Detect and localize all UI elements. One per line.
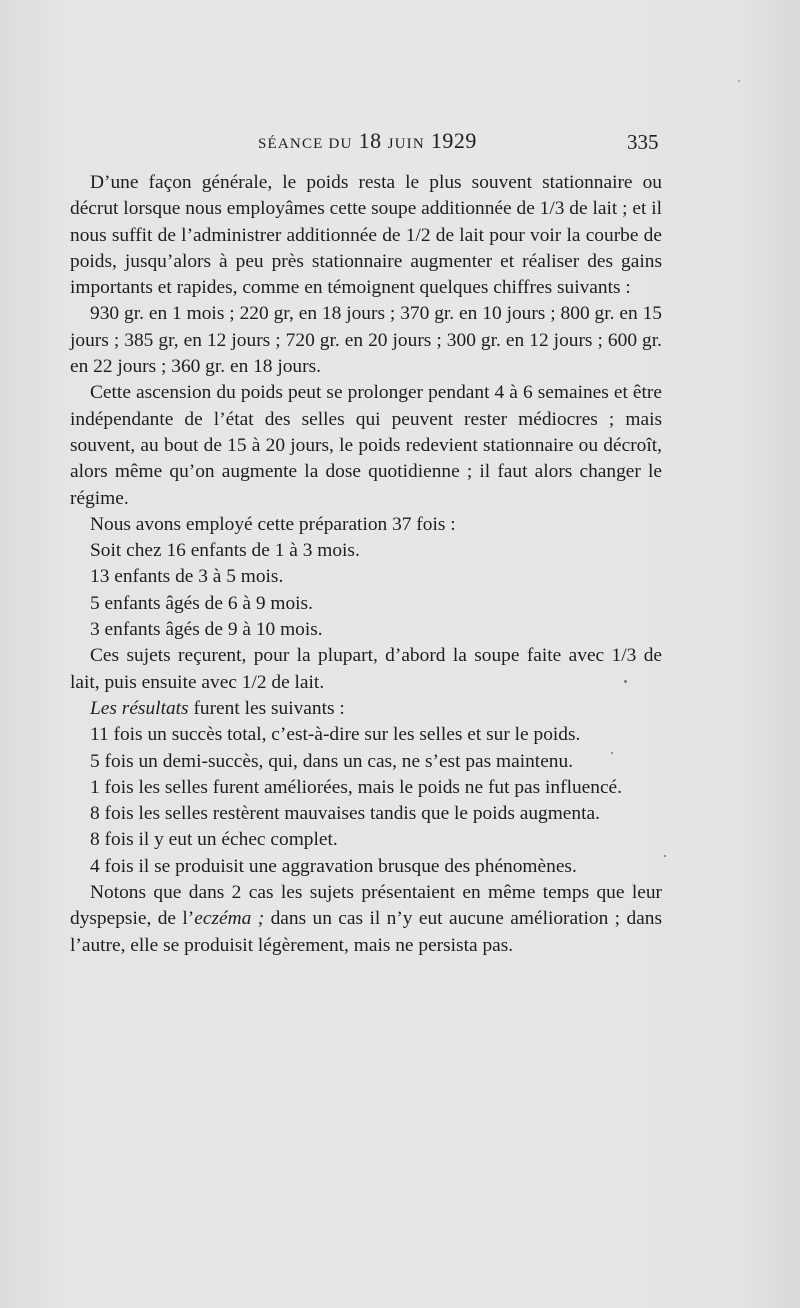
running-title	[258, 128, 477, 154]
result-aggravation: 4 fois il se produisit une aggravation brusque des phénomènes.	[90, 855, 577, 877]
paragraph-weight-intro: D’une façon générale, le poids resta le plus souvent stationnaire ou décrut lorsque nous employâmes cette soupe additionnée de 1/3 de lait ; et il nous suffit de l’administrer additionnée de 1/2 de lait pour voir la courbe de poids, jusqu’alors à peu près stationnaire augmenter et réaliser des gains importants et rapides, comme en témoignent quelques chiffres suivants :	[70, 172, 662, 299]
list-item-group-4: 3 enfants âgés de 9 à 10 mois.	[90, 619, 323, 641]
paragraph-soup-sequence: Ces sujets reçurent, pour la plupart, d’abord la soupe faite avec 1/3 de lait, puis ensuite avec 1/2 de lait.	[70, 645, 662, 693]
paragraph-usage-count: Nous avons employé cette préparation 37 fois :	[90, 513, 456, 535]
result-half-success: 5 fois un demi-succès, qui, dans un cas, ne s’est pas maintenu.	[90, 750, 574, 772]
results-rest: furent les suivants :	[188, 697, 345, 719]
paper-speck	[664, 855, 666, 857]
running-title-seance: SÉANCE DU	[258, 136, 353, 152]
paper-speck	[738, 80, 740, 82]
paper-speck	[624, 680, 627, 683]
result-failure: 8 fois il y eut un échec complet.	[90, 829, 338, 851]
list-item-group-2: 13 enfants de 3 à 5 mois.	[90, 566, 284, 588]
result-total-success: 11 fois un succès total, c’est-à-dire sur les selles et sur le poids.	[90, 724, 581, 746]
page-number: 335	[627, 130, 659, 154]
running-title-year: 1929	[430, 128, 477, 153]
page-header	[0, 128, 800, 158]
list-item-group-1: Soit chez 16 enfants de 1 à 3 mois.	[90, 540, 360, 562]
eczema-rest: dans un cas il n’y eut aucune amélioration ; dans l’autre, elle se produisit légèrement, mais ne persista pas.	[70, 908, 662, 956]
eczema-lead: Notons que dans 2 cas les sujets présentaient en même temps que leur dyspepsie, de l’	[70, 882, 662, 930]
result-stools-bad: 8 fois les selles restèrent mauvaises tandis que le poids augmenta.	[90, 803, 600, 825]
list-item-group-3: 5 enfants âgés de 6 à 9 mois.	[90, 592, 313, 614]
paragraph-results-heading	[70, 696, 662, 722]
running-title-month: JUIN	[387, 136, 425, 152]
paragraph-eczema	[70, 880, 662, 959]
paragraph-weight-ascension: Cette ascension du poids peut se prolonger pendant 4 à 6 semaines et être indépendante de l’état des selles qui peuvent rester médiocres ; mais souvent, au bout de 15 à 20 jours, le poids redevient stationnaire ou décroît, alors même qu’on augmente la dose quotidienne ; il faut alors changer le régime.	[70, 382, 662, 509]
paragraph-weight-figures: 930 gr. en 1 mois ; 220 gr, en 18 jours ; 370 gr. en 10 jours ; 800 gr. en 15 jours ; 385 gr, en 12 jours ; 720 gr. en 20 jours ; 300 gr. en 12 jours ; 600 gr. en 22 jours ; 360 gr. en 18 jours.	[70, 303, 662, 378]
body-text	[70, 170, 662, 959]
results-italic: Les résultats	[90, 697, 189, 719]
result-stools-improved: 1 fois les selles furent améliorées, mais le poids ne fut pas influencé.	[90, 776, 623, 798]
paper-speck	[611, 752, 613, 754]
eczema-italic: eczéma ;	[194, 908, 265, 930]
running-title-day: 18	[358, 128, 382, 153]
